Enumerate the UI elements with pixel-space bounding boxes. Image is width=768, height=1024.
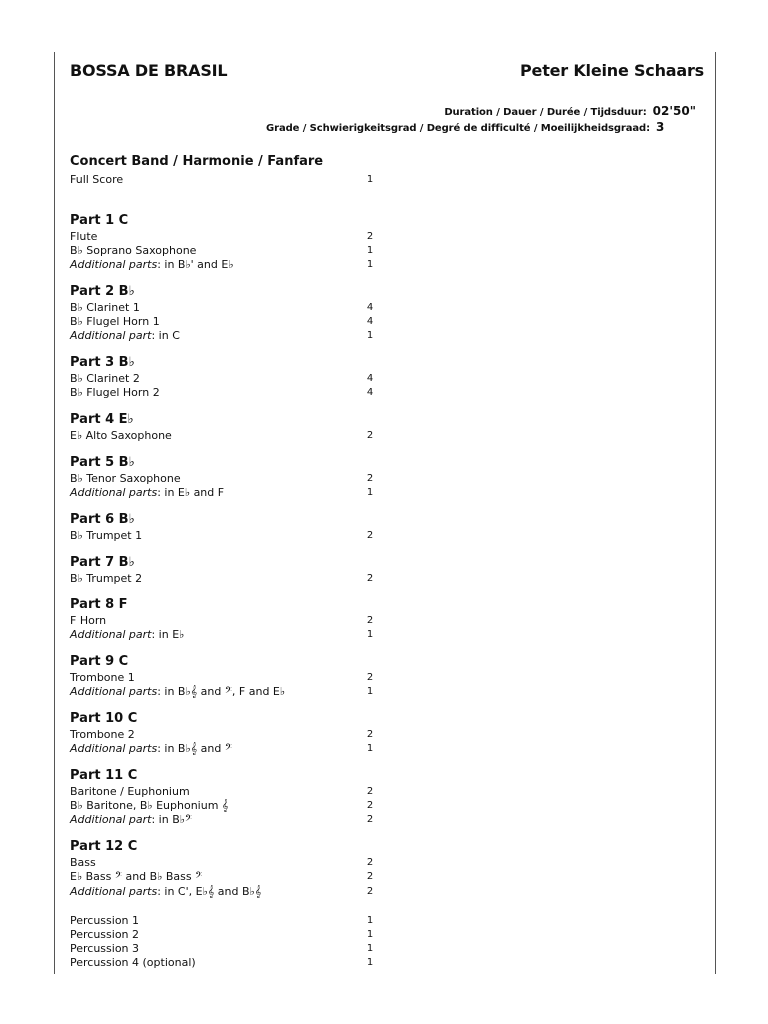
grade-value: 3 <box>656 120 665 134</box>
part-label-rest: : in B♭𝄞 and 𝄢 <box>157 742 232 755</box>
part-label: E♭ Bass 𝄢 and B♭ Bass 𝄢 <box>70 870 203 883</box>
part-label: Percussion 2 <box>70 928 140 941</box>
part-row <box>70 685 376 699</box>
part-row <box>70 386 376 400</box>
part-count: 4 <box>366 316 374 327</box>
part-label: B♭ Clarinet 2 <box>70 372 140 385</box>
part-count: 2 <box>366 786 374 797</box>
part-label <box>70 885 261 899</box>
part-row <box>70 315 376 329</box>
part-count: 1 <box>366 629 374 640</box>
italic-prefix: Additional parts <box>70 258 158 271</box>
part-label: B♭ Clarinet 1 <box>70 301 140 314</box>
part-row <box>70 628 376 642</box>
composer-name: Peter Kleine Schaars <box>520 61 704 80</box>
duration-value: 02'50" <box>652 104 696 118</box>
part-label <box>70 685 285 699</box>
part-label-rest: : in B♭' and E♭ <box>157 258 234 271</box>
part-label: Full Score <box>70 173 124 186</box>
part-count: 1 <box>366 245 374 256</box>
part-count: 2 <box>366 430 374 441</box>
grade-label: Grade / Schwierigkeitsgrad / Degré de difficulté / Moeilijkheidsgraad: <box>266 123 650 134</box>
part-label <box>70 258 234 272</box>
part-row <box>70 230 376 244</box>
part-row <box>70 914 376 928</box>
part-count: 4 <box>366 387 374 398</box>
part-count: 2 <box>366 857 374 868</box>
section-title: Part 10 C <box>70 711 138 726</box>
part-label: Percussion 3 <box>70 942 140 955</box>
part-label <box>70 813 192 827</box>
part-label: B♭ Soprano Saxophone <box>70 244 197 257</box>
italic-prefix: Additional part <box>70 628 152 641</box>
part-label: B♭ Tenor Saxophone <box>70 472 181 485</box>
part-row <box>70 928 376 942</box>
part-count: 1 <box>366 174 374 185</box>
part-count: 1 <box>366 929 374 940</box>
part-row <box>70 742 376 756</box>
part-count: 1 <box>366 943 374 954</box>
grade-row <box>266 120 696 136</box>
italic-prefix: Additional part <box>70 329 152 342</box>
part-row <box>70 429 376 443</box>
duration-row <box>444 104 696 120</box>
part-count: 2 <box>366 573 374 584</box>
part-count: 1 <box>366 686 374 697</box>
part-label <box>70 486 224 500</box>
part-row <box>70 244 376 258</box>
section-title: Part 12 C <box>70 839 138 854</box>
part-row <box>70 799 376 813</box>
italic-prefix: Additional parts <box>70 685 158 698</box>
part-count: 1 <box>366 957 374 968</box>
part-label: Trombone 1 <box>70 671 135 684</box>
italic-prefix: Additional parts <box>70 486 158 499</box>
part-row <box>70 486 376 500</box>
section-title: Part 6 B♭ <box>70 512 135 527</box>
part-label: B♭ Flugel Horn 2 <box>70 386 160 399</box>
section-title: Concert Band / Harmonie / Fanfare <box>70 154 324 169</box>
part-count: 1 <box>366 487 374 498</box>
part-row <box>70 329 376 343</box>
part-label-rest: : in B♭𝄢 <box>151 813 193 826</box>
part-row <box>70 870 376 884</box>
part-row <box>70 173 376 187</box>
part-label <box>70 742 232 756</box>
part-count: 1 <box>366 259 374 270</box>
part-row <box>70 856 376 870</box>
part-row <box>70 785 376 799</box>
section-title: Part 1 C <box>70 213 129 228</box>
part-count: 2 <box>366 814 374 825</box>
section-title: Part 3 B♭ <box>70 355 135 370</box>
part-label: B♭ Trumpet 1 <box>70 529 143 542</box>
part-label: Trombone 2 <box>70 728 135 741</box>
section-title: Part 2 B♭ <box>70 284 135 299</box>
part-label <box>70 329 180 343</box>
part-label: B♭ Baritone, B♭ Euphonium 𝄞 <box>70 799 229 812</box>
part-label: Flute <box>70 230 98 243</box>
part-label-rest: : in C <box>151 329 180 342</box>
section-title: Part 11 C <box>70 768 138 783</box>
part-row <box>70 614 376 628</box>
section-title: Part 9 C <box>70 654 129 669</box>
part-label: Baritone / Euphonium <box>70 785 190 798</box>
part-count: 2 <box>366 886 374 897</box>
part-row <box>70 472 376 486</box>
italic-prefix: Additional parts <box>70 742 158 755</box>
piece-title: BOSSA DE BRASIL <box>70 61 228 80</box>
part-label-rest: : in B♭𝄞 and 𝄢, F and E♭ <box>157 685 286 698</box>
part-row <box>70 671 376 685</box>
italic-prefix: Additional part <box>70 813 152 826</box>
part-label-rest: : in E♭ and F <box>157 486 225 499</box>
part-label <box>70 628 184 642</box>
part-count: 4 <box>366 373 374 384</box>
part-label: E♭ Alto Saxophone <box>70 429 172 442</box>
part-row <box>70 572 376 586</box>
part-count: 2 <box>366 871 374 882</box>
page-frame <box>54 52 716 974</box>
part-row <box>70 529 376 543</box>
section-title: Part 8 F <box>70 597 128 612</box>
part-row <box>70 728 376 742</box>
part-count: 2 <box>366 473 374 484</box>
part-label-rest: : in E♭ <box>151 628 185 641</box>
part-row <box>70 372 376 386</box>
part-label: B♭ Flugel Horn 1 <box>70 315 160 328</box>
part-label: F Horn <box>70 614 107 627</box>
section-title: Part 5 B♭ <box>70 455 135 470</box>
part-count: 2 <box>366 800 374 811</box>
part-row <box>70 258 376 272</box>
part-row <box>70 956 376 970</box>
part-count: 2 <box>366 729 374 740</box>
part-label: Percussion 4 (optional) <box>70 956 196 969</box>
part-label: B♭ Trumpet 2 <box>70 572 143 585</box>
part-count: 2 <box>366 615 374 626</box>
section-title: Part 4 E♭ <box>70 412 134 427</box>
part-row <box>70 301 376 315</box>
duration-label: Duration / Dauer / Durée / Tijdsduur: <box>444 107 647 118</box>
part-row <box>70 885 376 899</box>
part-row <box>70 813 376 827</box>
part-count: 2 <box>366 530 374 541</box>
part-count: 2 <box>366 672 374 683</box>
part-count: 1 <box>366 330 374 341</box>
part-count: 4 <box>366 302 374 313</box>
part-label: Bass <box>70 856 96 869</box>
section-title: Part 7 B♭ <box>70 555 135 570</box>
italic-prefix: Additional parts <box>70 885 158 898</box>
part-label: Percussion 1 <box>70 914 140 927</box>
part-label-rest: : in C', E♭𝄞 and B♭𝄞 <box>157 885 262 898</box>
part-count: 2 <box>366 231 374 242</box>
part-count: 1 <box>366 915 374 926</box>
part-count: 1 <box>366 743 374 754</box>
part-row <box>70 942 376 956</box>
